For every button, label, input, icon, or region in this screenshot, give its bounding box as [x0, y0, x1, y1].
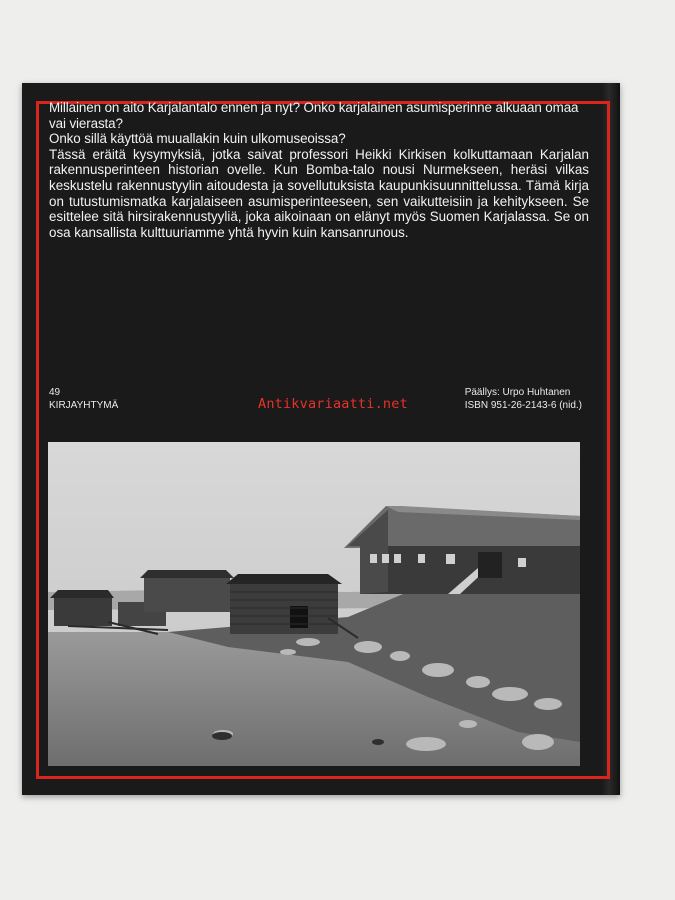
cover-photograph: [48, 442, 580, 766]
back-cover-blurb: [49, 100, 589, 240]
blurb-question-2: Onko sillä käyttöä muuallakin kuin ulkomuseoissa?: [49, 131, 346, 147]
isbn: ISBN 951-26-2143-6 (nid.): [464, 400, 582, 411]
middle-log-house: [226, 574, 342, 634]
large-log-house: [344, 506, 580, 594]
series-info: [49, 386, 118, 412]
publisher-name: KIRJAYHTYMÄ: [49, 400, 119, 411]
blurb-body: Tässä eräitä kysymyksiä, jotka saivat professori Heikki Kirkisen kolkuttamaan Karjalan rakennusperinteen historian ovelle. Kun Bomba-talo nousi Nurmekseen, heräsi vilkas keskustelu rakennustyylin aitoudesta ja sovellutuksista kaupunkisuunnittelussa. Tämä kirja on tutustumismatka karjalaiseen asumisperinteeseen, sen vaikutteisiin ja kehitykseen. Se esittelee sitä hirsirakennustyyliä, joka aikoinaan on elänyt myös Suomen Karjalassa. Se on osa kansallista kulttuuriamme yhtä hyvin kuin kansanrunous.: [49, 146, 589, 240]
cover-designer: Päällys: Urpo Huhtanen: [464, 387, 571, 398]
book-back-cover: [22, 83, 620, 795]
series-number: 49: [49, 387, 61, 398]
karelian-village-photo: [48, 442, 580, 766]
watermark-text: Antikvariaatti.net: [258, 396, 408, 412]
credits-block: [465, 386, 582, 412]
blurb-question-1: Millainen on aito Karjalantalo ennen ja nyt? Onko karjalainen asumisperinne alkuaan omaa vai vierasta?: [49, 100, 579, 131]
